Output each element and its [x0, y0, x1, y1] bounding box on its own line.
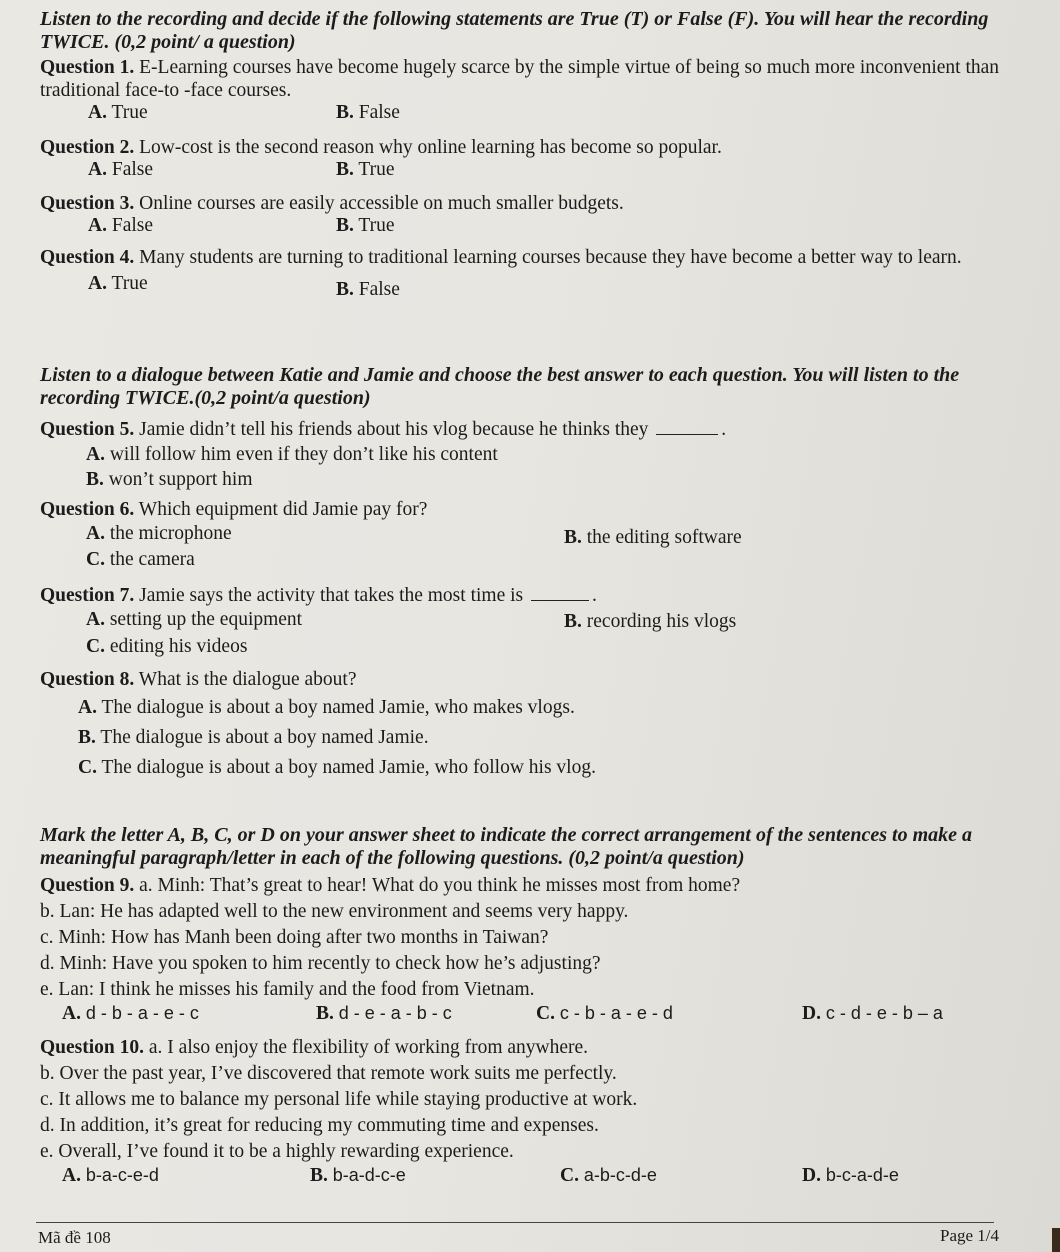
options	[40, 523, 1020, 548]
option-d[interactable]: D. c - d - e - b – a	[802, 1003, 943, 1024]
option-b[interactable]: B. False	[336, 102, 400, 123]
question-text: Which equipment did Jamie pay for?	[138, 499, 428, 520]
sentence-a: a. Minh: That’s great to hear! What do you think he misses most from home?	[139, 875, 741, 896]
question-text: Jamie didn’t tell his friends about his vlog because he thinks they	[139, 419, 649, 440]
sentence-b: b. Over the past year, I’ve discovered that remote work suits me perfectly.	[40, 1063, 617, 1084]
page-number: Page 1/4	[940, 1226, 1000, 1245]
question-2-stem	[40, 136, 1020, 159]
option-a[interactable]: A. False	[88, 159, 154, 180]
option-a[interactable]: A. b-a-c-e-d	[62, 1165, 159, 1186]
sentence-c: c. It allows me to balance my personal life while staying productive at work.	[40, 1089, 638, 1110]
option-b[interactable]: B. d - e - a - b - c	[316, 1003, 452, 1024]
question-8	[40, 668, 1020, 779]
sentence-d: d. In addition, it’s great for reducing my commuting time and expenses.	[40, 1115, 599, 1136]
question-9-stem	[40, 874, 1020, 897]
sentence-e: e. Overall, I’ve found it to be a highly rewarding experience.	[40, 1141, 514, 1162]
options	[40, 215, 1020, 240]
question-9	[40, 874, 1020, 1028]
question-label: Question 3.	[40, 193, 135, 214]
option-b[interactable]: B. the editing software	[564, 527, 742, 548]
question-text: Low-cost is the second reason why online learning has become so popular.	[139, 137, 722, 158]
answer-blank	[531, 586, 589, 601]
option-a[interactable]: A. True	[88, 273, 148, 294]
question-10	[40, 1036, 1020, 1190]
question-label: Question 2.	[40, 137, 135, 158]
option-b[interactable]: B. b-a-d-c-e	[310, 1165, 406, 1186]
option-c[interactable]: C. the camera	[86, 549, 195, 570]
question-label: Question 4.	[40, 247, 135, 268]
option-b[interactable]: B. The dialogue is about a boy named Jamie.	[78, 727, 429, 748]
answer-blank	[656, 420, 718, 435]
question-label: Question 6.	[40, 499, 135, 520]
options	[40, 273, 1020, 298]
question-7	[40, 584, 1020, 658]
question-4-stem	[40, 246, 1020, 269]
section2	[40, 364, 1020, 410]
footer-divider	[36, 1222, 994, 1223]
exam-code: Mã đề 108	[38, 1228, 111, 1247]
question-10-stem	[40, 1036, 1020, 1059]
question-text: Jamie says the activity that takes the most time is	[139, 585, 524, 606]
option-b[interactable]: B. recording his vlogs	[564, 611, 737, 632]
question-text: What is the dialogue about?	[138, 669, 357, 690]
question-6	[40, 498, 1020, 571]
question-label: Question 1.	[40, 57, 135, 78]
option-a[interactable]: A. the microphone	[86, 523, 232, 544]
section1	[40, 8, 1020, 54]
option-a[interactable]: A. True	[88, 102, 148, 123]
options	[40, 609, 1020, 634]
option-a[interactable]: A. will follow him even if they don’t like his content	[86, 444, 498, 465]
question-6-stem	[40, 498, 1020, 521]
option-b[interactable]: B. False	[336, 279, 400, 300]
page-edge	[1052, 1228, 1060, 1252]
section3	[40, 824, 1020, 870]
option-c[interactable]: C. c - b - a - e - d	[536, 1003, 673, 1024]
question-end: .	[591, 585, 597, 606]
section2-instruction: Listen to a dialogue between Katie and Jamie and choose the best answer to each question. You will listen to the recording TWICE.(0,2 point/a question)	[40, 364, 960, 409]
option-c[interactable]: C. editing his videos	[86, 636, 248, 657]
option-c[interactable]: C. The dialogue is about a boy named Jamie, who follow his vlog.	[78, 757, 596, 778]
question-text: Many students are turning to traditional learning courses because they have become a better way to learn.	[139, 247, 962, 268]
question-3	[40, 192, 1020, 240]
question-5	[40, 418, 1020, 491]
option-b[interactable]: B. True	[336, 159, 395, 180]
sentence-e: e. Lan: I think he misses his family and the food from Vietnam.	[40, 979, 535, 1000]
sentence-b: b. Lan: He has adapted well to the new environment and seems very happy.	[40, 901, 629, 922]
section1-instruction: Listen to the recording and decide if the following statements are True (T) or False (F). You will hear the recording TWICE. (0,2 point/ a question)	[40, 8, 989, 53]
sentence-c: c. Minh: How has Manh been doing after two months in Taiwan?	[40, 927, 549, 948]
question-label: Question 10.	[40, 1037, 145, 1058]
options	[40, 102, 1020, 127]
sentence-a: a. I also enjoy the flexibility of working from anywhere.	[148, 1037, 589, 1058]
question-label: Question 7.	[40, 585, 135, 606]
question-1-stem	[40, 56, 1020, 102]
options	[40, 159, 1020, 184]
question-text: Online courses are easily accessible on much smaller budgets.	[139, 193, 624, 214]
question-8-stem	[40, 668, 1020, 691]
question-7-stem	[40, 584, 1020, 607]
option-a[interactable]: A. False	[88, 215, 154, 236]
option-c[interactable]: C. a-b-c-d-e	[560, 1165, 657, 1186]
question-label: Question 5.	[40, 419, 135, 440]
options	[40, 1165, 1020, 1190]
question-text: E-Learning courses have become hugely scarce by the simple virtue of being so much more inconvenient than traditional face-to -face courses.	[40, 57, 1000, 101]
options	[40, 1003, 1020, 1028]
option-a[interactable]: A. setting up the equipment	[86, 609, 303, 630]
sentence-d: d. Minh: Have you spoken to him recently to check how he’s adjusting?	[40, 953, 601, 974]
section3-instruction: Mark the letter A, B, C, or D on your answer sheet to indicate the correct arrangement of the sentences to make a meaningful paragraph/letter in each of the following questions. (0,2 point/a question)	[40, 824, 973, 869]
question-end: .	[721, 419, 727, 440]
option-a[interactable]: A. The dialogue is about a boy named Jamie, who makes vlogs.	[78, 697, 575, 718]
option-a[interactable]: A. d - b - a - e - c	[62, 1003, 199, 1024]
question-label: Question 9.	[40, 875, 135, 896]
question-3-stem	[40, 192, 1020, 215]
question-1	[40, 56, 1020, 127]
question-5-stem	[40, 418, 1020, 441]
option-d[interactable]: D. b-c-a-d-e	[802, 1165, 899, 1186]
option-b[interactable]: B. won’t support him	[86, 469, 253, 490]
question-4	[40, 246, 1020, 298]
option-b[interactable]: B. True	[336, 215, 395, 236]
question-label: Question 8.	[40, 669, 135, 690]
question-2	[40, 136, 1020, 184]
